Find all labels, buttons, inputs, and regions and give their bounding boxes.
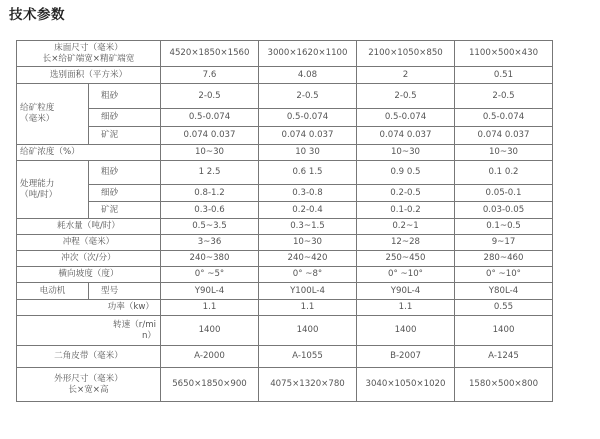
row-label: 矿泥 [89, 127, 161, 145]
row-group-label: 给矿粒度 （毫米） [17, 84, 89, 145]
table-cell: 0.1 0.2 [455, 161, 553, 185]
row-label: 横向坡度（度） [17, 267, 161, 283]
table-cell: B-2007 [357, 346, 455, 368]
table-cell: A-2000 [161, 346, 259, 368]
table-cell: 0° ~10° [455, 267, 553, 283]
table-cell: 0.074 0.037 [161, 127, 259, 145]
table-cell: 3~36 [161, 235, 259, 251]
table-cell: A-1055 [259, 346, 357, 368]
table-row [17, 127, 553, 145]
table-cell: 0.074 0.037 [259, 127, 357, 145]
row-label: 功率（kw） [17, 300, 161, 316]
table-cell: 3000×1620×1100 [259, 41, 357, 67]
table-cell: 0.074 0.037 [455, 127, 553, 145]
table-cell: 2-0.5 [357, 84, 455, 109]
table-cell: 2-0.5 [259, 84, 357, 109]
table-cell: 0.3-0.6 [161, 202, 259, 219]
table-cell: 0.6 1.5 [259, 161, 357, 185]
row-label: 耗水量（吨/时） [17, 219, 161, 235]
table-row [17, 251, 553, 267]
table-cell: 10~30 [259, 235, 357, 251]
row-label: 外形尺寸（毫米） 长×宽×高 [17, 368, 161, 402]
table-cell: 0.3~1.5 [259, 219, 357, 235]
table-cell: 7.6 [161, 67, 259, 84]
table-cell: 0° ~10° [357, 267, 455, 283]
row-label: 转速（r/mi n） [17, 316, 161, 346]
spec-table [16, 40, 553, 402]
table-cell: 1.1 [357, 300, 455, 316]
table-row [17, 368, 553, 402]
row-label: 细砂 [89, 185, 161, 202]
table-cell: 240~420 [259, 251, 357, 267]
table-cell: Y100L-4 [259, 283, 357, 300]
table-cell: 0.2~1 [357, 219, 455, 235]
table-cell: 2-0.5 [455, 84, 553, 109]
table-cell: 4.08 [259, 67, 357, 84]
table-row [17, 145, 553, 161]
row-label: 二角皮带（毫米） [17, 346, 161, 368]
table-cell: 3040×1050×1020 [357, 368, 455, 402]
table-cell: 1.1 [161, 300, 259, 316]
table-cell: 0.1-0.2 [357, 202, 455, 219]
table-cell: 10~30 [455, 145, 553, 161]
table-cell: Y90L-4 [161, 283, 259, 300]
table-row [17, 109, 553, 127]
row-label: 床面尺寸（毫米） 长×给矿端宽×精矿端宽 [17, 41, 161, 67]
table-cell: 0° ~5° [161, 267, 259, 283]
row-label: 冲程（毫米） [17, 235, 161, 251]
table-row [17, 316, 553, 346]
table-row [17, 185, 553, 202]
row-label: 给矿浓度（%） [17, 145, 161, 161]
table-row [17, 41, 553, 67]
table-cell: 1400 [357, 316, 455, 346]
table-cell: 280~460 [455, 251, 553, 267]
page-title: 技术参数 [9, 7, 65, 23]
table-cell: 12~28 [357, 235, 455, 251]
row-label: 细砂 [89, 109, 161, 127]
table-cell: 10~30 [161, 145, 259, 161]
table-cell: 1400 [259, 316, 357, 346]
table-cell: 1.1 [259, 300, 357, 316]
row-label: 粗砂 [89, 84, 161, 109]
table-cell: Y90L-4 [357, 283, 455, 300]
table-cell: 4075×1320×780 [259, 368, 357, 402]
table-cell: 1400 [455, 316, 553, 346]
row-group-label: 电动机 [17, 283, 89, 300]
table-cell: 240~380 [161, 251, 259, 267]
table-row [17, 267, 553, 283]
table-cell: 10 30 [259, 145, 357, 161]
row-label: 型号 [89, 283, 161, 300]
table-cell: 1100×500×430 [455, 41, 553, 67]
table-cell: 0.55 [455, 300, 553, 316]
row-label: 粗砂 [89, 161, 161, 185]
table-cell: 0.9 0.5 [357, 161, 455, 185]
table-cell: 0.8-1.2 [161, 185, 259, 202]
table-cell: 1 2.5 [161, 161, 259, 185]
table-cell: 9~17 [455, 235, 553, 251]
table-cell: 0.05-0.1 [455, 185, 553, 202]
table-cell: 2-0.5 [161, 84, 259, 109]
table-row [17, 219, 553, 235]
table-cell: A-1245 [455, 346, 553, 368]
table-cell: 4520×1850×1560 [161, 41, 259, 67]
table-cell: 0.5-0.074 [259, 109, 357, 127]
table-cell: 1580×500×800 [455, 368, 553, 402]
table-cell: 0.2-0.4 [259, 202, 357, 219]
table-cell: 0.5~3.5 [161, 219, 259, 235]
table-cell: 0.3-0.8 [259, 185, 357, 202]
table-cell: 2100×1050×850 [357, 41, 455, 67]
table-cell: 0.03-0.05 [455, 202, 553, 219]
table-cell: 1400 [161, 316, 259, 346]
table-cell: 0.5-0.074 [455, 109, 553, 127]
table-row [17, 67, 553, 84]
table-cell: 0° ~8° [259, 267, 357, 283]
table-cell: 250~450 [357, 251, 455, 267]
table-cell: 0.074 0.037 [357, 127, 455, 145]
table-cell: Y80L-4 [455, 283, 553, 300]
table-cell: 0.5-0.074 [357, 109, 455, 127]
table-cell: 0.51 [455, 67, 553, 84]
table-cell: 2 [357, 67, 455, 84]
row-label: 矿泥 [89, 202, 161, 219]
table-row [17, 235, 553, 251]
table-row [17, 346, 553, 368]
table-cell: 5650×1850×900 [161, 368, 259, 402]
row-label: 冲次（次/分） [17, 251, 161, 267]
table-row [17, 300, 553, 316]
table-row [17, 202, 553, 219]
table-row [17, 161, 553, 185]
table-cell: 10~30 [357, 145, 455, 161]
table-cell: 0.2-0.5 [357, 185, 455, 202]
table-cell: 0.5-0.074 [161, 109, 259, 127]
row-label: 选别面积（平方米） [17, 67, 161, 84]
table-row [17, 84, 553, 109]
table-row [17, 283, 553, 300]
row-group-label: 处理能力 （吨/时） [17, 161, 89, 219]
table-cell: 0.1~0.5 [455, 219, 553, 235]
